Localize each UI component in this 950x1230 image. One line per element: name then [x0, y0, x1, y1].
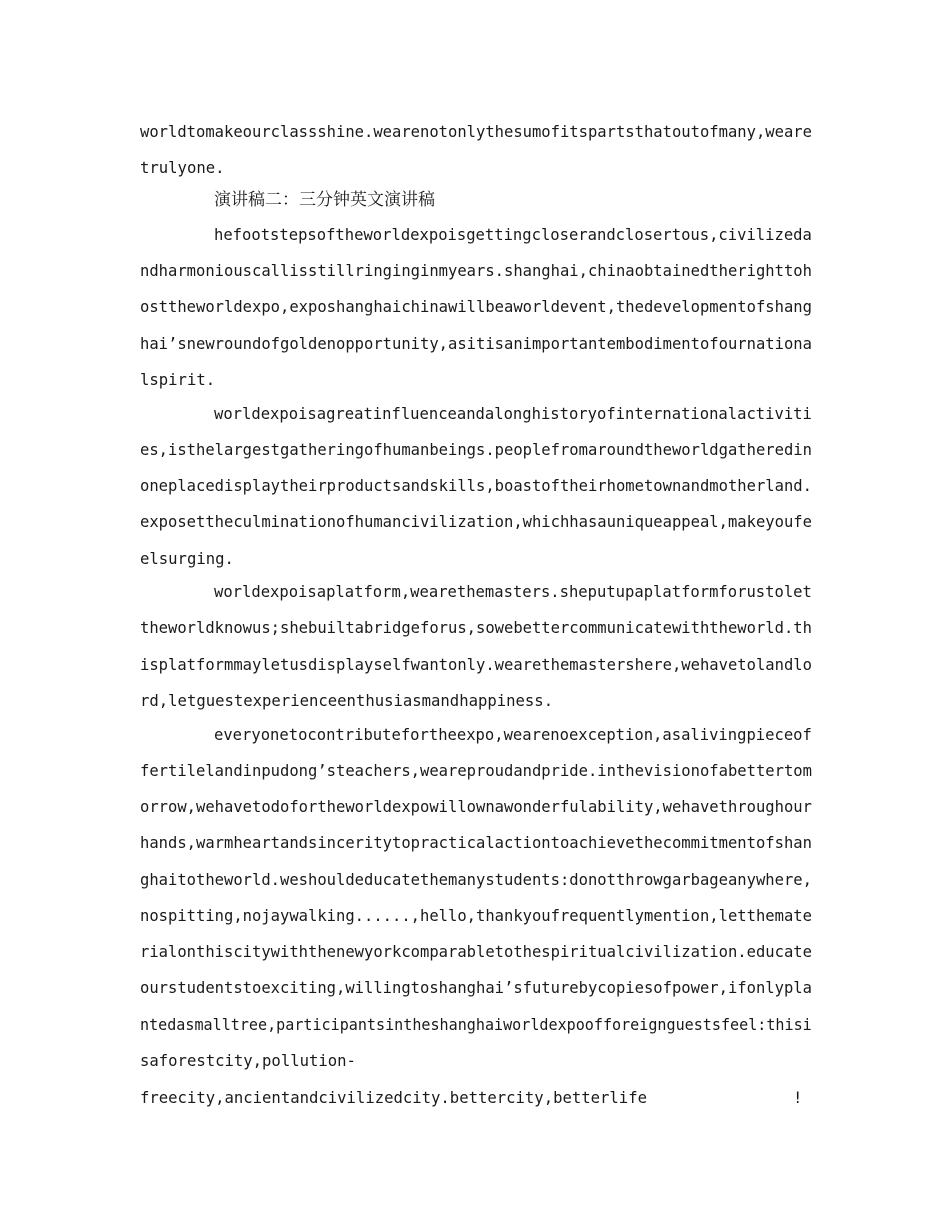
text-line: es,isthelargestgatheringofhumanbeings.peoplefromaroundtheworldgatheredin	[140, 441, 812, 459]
paragraph-first-line: worldexpoisagreatinfluenceandalonghistoryofinternationalactiviti	[214, 405, 812, 423]
section-heading: 演讲稿二：三分钟英文演讲稿	[214, 190, 435, 210]
text-line: ourstudentstoexciting,willingtoshanghai’sfuturebycopiesofpower,ifonlypla	[140, 979, 812, 997]
text-line: hai’snewroundofgoldenopportunity,asitisanimportantembodimentofournationa	[140, 335, 812, 353]
text-line: osttheworldexpo,exposhanghaichinawillbeaworldevent,thedevelopmentofshang	[140, 298, 812, 316]
text-line: theworldknowus;shebuiltabridgeforus,sowebettercommunicatewiththeworld.th	[140, 619, 812, 637]
text-line: lspirit.	[140, 371, 216, 389]
paragraph-first-line: everyonetocontributefortheexpo,wearenoexception,asalivingpieceof	[214, 726, 812, 744]
text-line: isplatformmayletusdisplayselfwantonly.wearethemastershere,wehavetolandlo	[140, 656, 812, 674]
text-line: rialonthiscitywiththenewyorkcomparabletothespiritualcivilization.educate	[140, 943, 812, 961]
text-line: oneplacedisplaytheirproductsandskills,boastoftheirhometownandmotherland.	[140, 477, 812, 495]
text-line: rd,letguestexperienceenthusiasmandhappiness.	[140, 692, 554, 710]
text-line: hands,warmheartandsinceritytopracticalactiontoachievethecommitmentofshan	[140, 834, 812, 852]
paragraph-first-line: worldexpoisaplatform,wearethemasters.sheputupaplatformforustolet	[214, 583, 812, 601]
text-line: elsurging.	[140, 550, 234, 568]
text-line: ndharmoniouscallisstillringinginmyears.shanghai,chinaobtainedtherighttoh	[140, 262, 812, 280]
text-line: trulyone.	[140, 159, 225, 177]
text-line: freecity,ancientandcivilizedcity.bettercity,betterlife	[140, 1089, 647, 1107]
text-line: fertilelandinpudong’steachers,weareproudandpride.inthevisionofabettertom	[140, 762, 812, 780]
text-line: worldtomakeourclassshine.wearenotonlythesumofitspartsthatoutofmany,weare	[140, 123, 812, 141]
paragraph-first-line: hefootstepsoftheworldexpoisgettingcloserandclosertous,civilizeda	[214, 226, 812, 244]
text-line: ghaitotheworld.weshouldeducatethemanystudents:donotthrowgarbageanywhere,	[140, 871, 812, 889]
text-line: nospitting,nojaywalking......,hello,thankyoufrequentlymention,letthemate	[140, 907, 812, 925]
exclamation-mark: !	[793, 1089, 803, 1107]
text-line: saforestcity,pollution-	[140, 1052, 356, 1070]
text-line: ntedasmalltree,participantsintheshanghaiworldexpoofforeignguestsfeel:thisi	[140, 1016, 812, 1034]
text-line: orrow,wehavetodofortheworldexpowillownawonderfulability,wehavethroughour	[140, 798, 812, 816]
text-line: exposettheculminationofhumancivilization,whichhasauniqueappeal,makeyoufe	[140, 513, 812, 531]
